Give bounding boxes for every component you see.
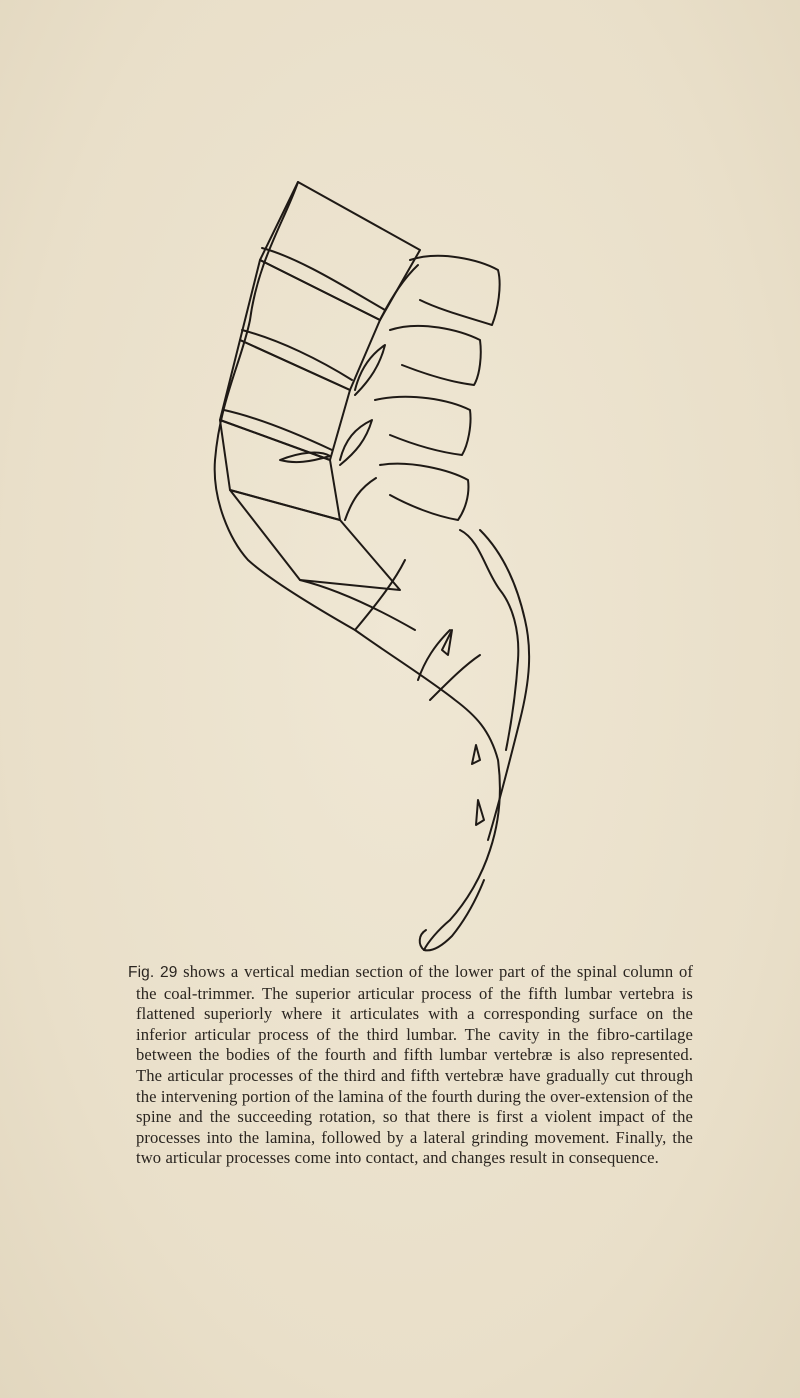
spinous-process-1 [410,256,500,325]
disc-1 [262,248,385,310]
vertebra-body-5 [230,490,400,590]
spine-section-figure [180,160,600,960]
articular-process-4 [345,478,376,520]
spinous-process-3 [375,397,471,455]
caption-number: 29 [159,964,178,981]
caption-text: shows a vertical median section of the lower part of the spinal column of the coal-trimmer. The superior articular process of the fifth lumbar vertebra is flattened superiorly where it articulates with a corresponding surface on the inferior articular process of the third lumbar. The cavity in the fibro-cartilage between the bodies of the fourth and fifth lumbar vertebræ is also represented. The articular processes of the third and fifth vertebræ have gradually cut through the intervening portion of the lamina of the fourth during the over-extension of the spine and the succeeding rotation, so that there is first a violent impact of the processes into the lamina, followed by a lateral grinding movement. Finally, the two articular processes come into contact, and changes result in consequence. [136,962,694,1168]
sacral-line-3 [418,630,450,680]
caption-prefix: Fig. [128,964,155,981]
disc-3 [224,410,332,450]
sacral-foramen-2 [472,745,480,764]
spine-illustration [180,160,600,960]
articular-process-3 [340,420,372,465]
sacral-foramen-3 [476,800,484,825]
disc-2 [242,330,352,380]
posterior-outline [480,530,529,840]
vertebra-body-2 [240,260,380,390]
vertebra-body-4 [220,420,340,520]
sacral-crest [460,530,518,750]
sacral-line-4 [430,655,480,700]
spinous-process-2 [390,326,481,385]
spinous-process-4 [380,464,468,520]
figure-caption [128,962,693,1169]
disc-cavity [280,453,330,463]
